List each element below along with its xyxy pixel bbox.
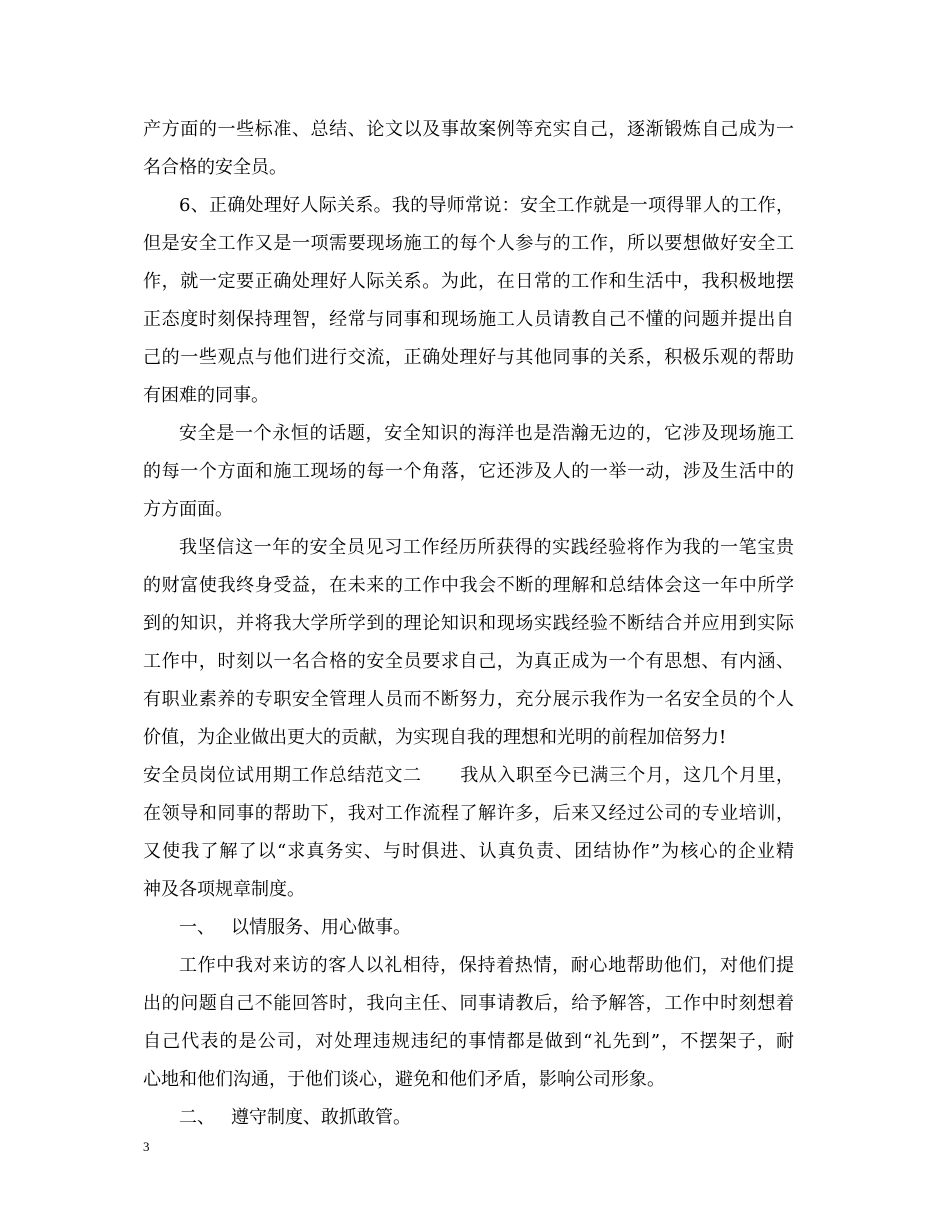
- text-line: 又使我了解了以“求真务实、与时俱进、认真负责、团结协作”为核心的企业精: [143, 841, 794, 862]
- paragraph: [143, 415, 794, 529]
- text-line: 方方面面。: [143, 499, 233, 520]
- text-line: 作，就一定要正确处理好人际关系。为此，在日常的工作和生活中，我积极地摆: [143, 271, 794, 292]
- text-line: 价值，为企业做出更大的贡献，为实现自我的理想和光明的前程加倍努力!: [143, 727, 727, 748]
- text-line: 在领导和同事的帮助下，我对工作流程了解许多，后来又经过公司的专业培训，: [143, 803, 794, 824]
- text-line: 有困难的同事。: [143, 385, 269, 406]
- text-line: 心地和他们沟通，于他们谈心，避免和他们矛盾，影响公司形象。: [143, 1069, 665, 1090]
- subheading-one: [143, 909, 794, 947]
- subheading-number: 二、: [179, 1107, 215, 1128]
- text-line: 自己代表的是公司，对处理违规违纪的事情都是做到“礼先到”，不摆架子，耐: [143, 1031, 794, 1052]
- subheading-two: [143, 1099, 794, 1137]
- text-line: 出的问题自己不能回答时，我向主任、同事请教后，给予解答，工作中时刻想着: [143, 993, 794, 1014]
- text-line: 工作中我对来访的客人以礼相待，保持着热情，耐心地帮助他们，对他们提: [179, 955, 794, 976]
- text-line: 神及各项规章制度。: [143, 879, 305, 900]
- subheading-number: 一、: [179, 917, 215, 938]
- paragraph: [143, 947, 794, 1099]
- text-line: 我坚信这一年的安全员见习工作经历所获得的实践经验将作为我的一笔宝贵: [179, 537, 794, 558]
- paragraph: [143, 111, 794, 187]
- text-line: 6、正确处理好人际关系。我的导师常说：安全工作就是一项得罪人的工作，: [179, 195, 794, 216]
- paragraph: [143, 187, 794, 415]
- document-body: [143, 111, 794, 1137]
- text-line: 正态度时刻保持理智，经常与同事和现场施工人员请教自己不懂的问题并提出自: [143, 309, 794, 330]
- subheading-text: 遵守制度、敢抓敢管。: [231, 1107, 411, 1128]
- subheading-text: 以情服务、用心做事。: [231, 917, 411, 938]
- text-line: 产方面的一些标准、总结、论文以及事故案例等充实自己，逐渐锻炼自己成为一: [143, 119, 794, 140]
- text-line: 名合格的安全员。: [143, 157, 287, 178]
- text-line: 有职业素养的专职安全管理人员而不断努力，充分展示我作为一名安全员的个人: [143, 689, 794, 710]
- paragraph: [143, 529, 794, 757]
- text-line: 的每一个方面和施工现场的每一个角落，它还涉及人的一举一动，涉及生活中的: [143, 461, 794, 482]
- text-line: 己的一些观点与他们进行交流，正确处理好与其他同事的关系，积极乐观的帮助: [143, 347, 794, 368]
- text-line: 的财富使我终身受益，在未来的工作中我会不断的理解和总结体会这一年中所学: [143, 575, 794, 596]
- text-line: 到的知识，并将我大学所学到的理论知识和现场实践经验不断结合并应用到实际: [143, 613, 794, 634]
- section-title: 安全员岗位试用期工作总结范文二: [143, 765, 422, 786]
- text-line: 安全是一个永恒的话题，安全知识的海洋也是浩瀚无边的，它涉及现场施工: [179, 423, 794, 444]
- page-number: 3: [143, 1139, 150, 1154]
- text-line: 工作中，时刻以一名合格的安全员要求自己，为真正成为一个有思想、有内涵、: [143, 651, 794, 672]
- text-line: 但是安全工作又是一项需要现场施工的每个人参与的工作，所以要想做好安全工: [143, 233, 794, 254]
- section-intro-text: 我从入职至今已满三个月，这几个月里，: [459, 765, 795, 786]
- section-title-line: [143, 757, 794, 795]
- section-intro: [143, 757, 794, 909]
